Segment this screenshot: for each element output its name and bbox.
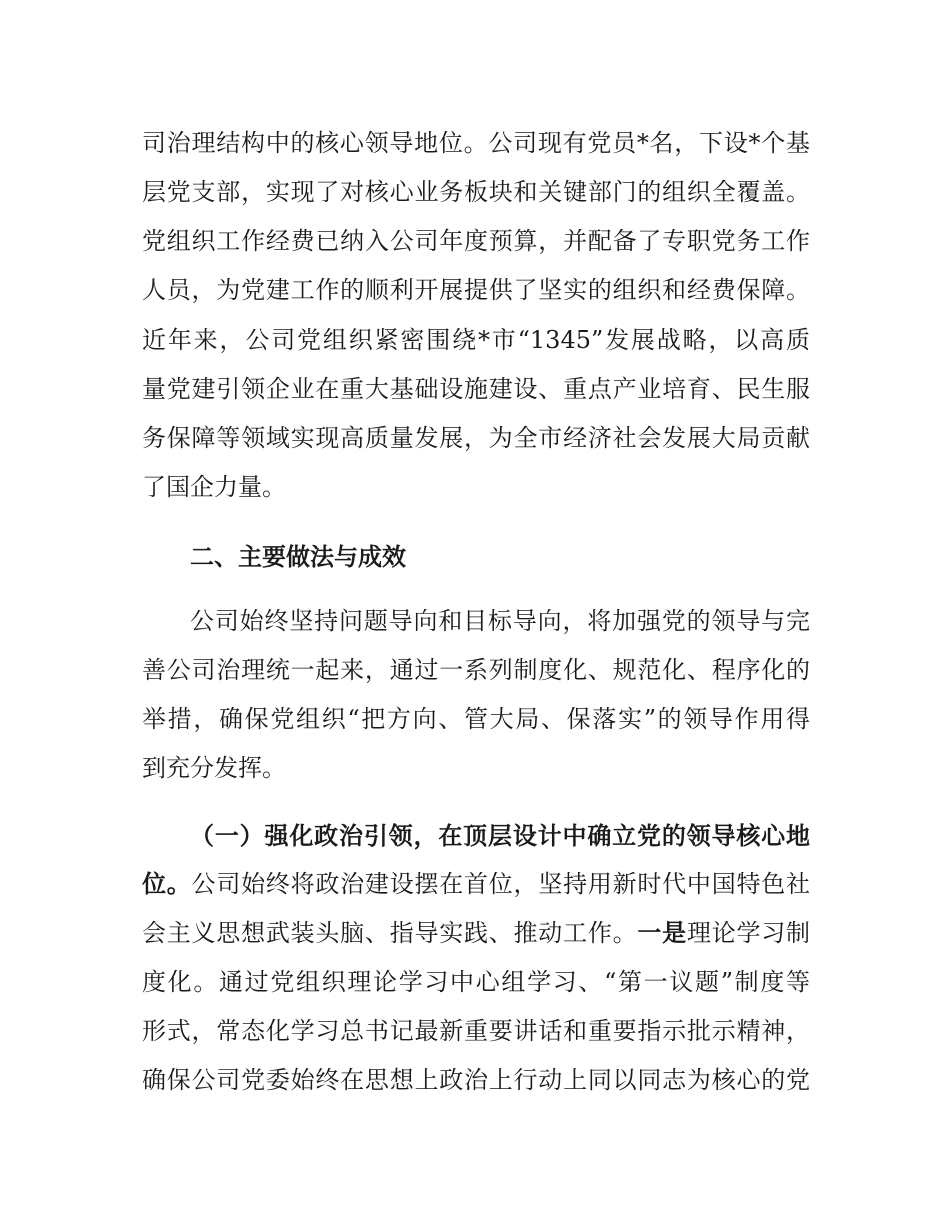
text-span: 公司始终将政治建设摆在首位，坚持用新时代中国特色社 <box>191 870 811 898</box>
text-span: 司治理结构中的核心领导地位。公司现有党员*名，下设*个基 <box>142 129 810 157</box>
section-heading <box>190 540 810 574</box>
text-span: 形式，常态化学习总书记最新重要讲话和重要指示批示精神， <box>142 1017 810 1045</box>
text-span: 了国企力量。 <box>142 473 286 501</box>
text-span: 公司始终坚持问题导向和目标导向，将加强党的领导与完 <box>190 607 810 635</box>
text-span: 人员，为党建工作的顺利开展提供了坚实的组织和经费保障。 <box>142 276 810 304</box>
text-line <box>142 175 810 209</box>
text-line <box>142 751 810 785</box>
bold-text: 一是 <box>637 919 687 947</box>
bold-text: （一）强化政治引领，在顶层设计中确立党的领导核心地 <box>190 822 810 850</box>
bold-text: 二、主要做法与成效 <box>190 543 406 571</box>
text-line <box>142 965 810 999</box>
text-span: 度化。通过党组织理论学习中心组学习、“第一议题”制度等 <box>142 968 810 996</box>
text-line <box>142 323 810 357</box>
text-line <box>142 224 810 258</box>
text-line <box>142 421 810 455</box>
text-span: 理论学习制 <box>686 919 811 947</box>
bold-text: 位。 <box>142 870 192 898</box>
text-span: 党组织工作经费已纳入公司年度预算，并配备了专职党务工作 <box>142 227 810 255</box>
text-line <box>142 702 810 736</box>
text-span: 善公司治理统一起来，通过一系列制度化、规范化、程序化的 <box>142 656 810 684</box>
text-span: 到充分发挥。 <box>142 754 286 782</box>
text-span: 近年来，公司党组织紧密围绕*市“1345”发展战略，以高质 <box>142 326 810 354</box>
text-line <box>142 653 810 687</box>
text-line <box>190 819 810 853</box>
text-line <box>190 604 810 638</box>
text-span: 会主义思想武装头脑、指导实践、推动工作。 <box>142 919 638 947</box>
text-line <box>142 867 810 901</box>
text-line <box>142 372 810 406</box>
text-span: 举措，确保党组织“把方向、管大局、保落实”的领导作用得 <box>142 705 810 733</box>
text-span: 层党支部，实现了对核心业务板块和关键部门的组织全覆盖。 <box>142 178 810 206</box>
text-line <box>142 916 810 950</box>
text-line <box>142 1014 810 1048</box>
text-line <box>142 126 810 160</box>
text-span: 量党建引领企业在重大基础设施建设、重点产业培育、民生服 <box>142 375 810 403</box>
text-line <box>142 273 810 307</box>
text-line <box>142 470 810 504</box>
text-line <box>142 1063 810 1097</box>
text-span: 确保公司党委始终在思想上政治上行动上同以同志为核心的党 <box>142 1066 810 1094</box>
text-span: 务保障等领域实现高质量发展，为全市经济社会发展大局贡献 <box>142 424 810 452</box>
